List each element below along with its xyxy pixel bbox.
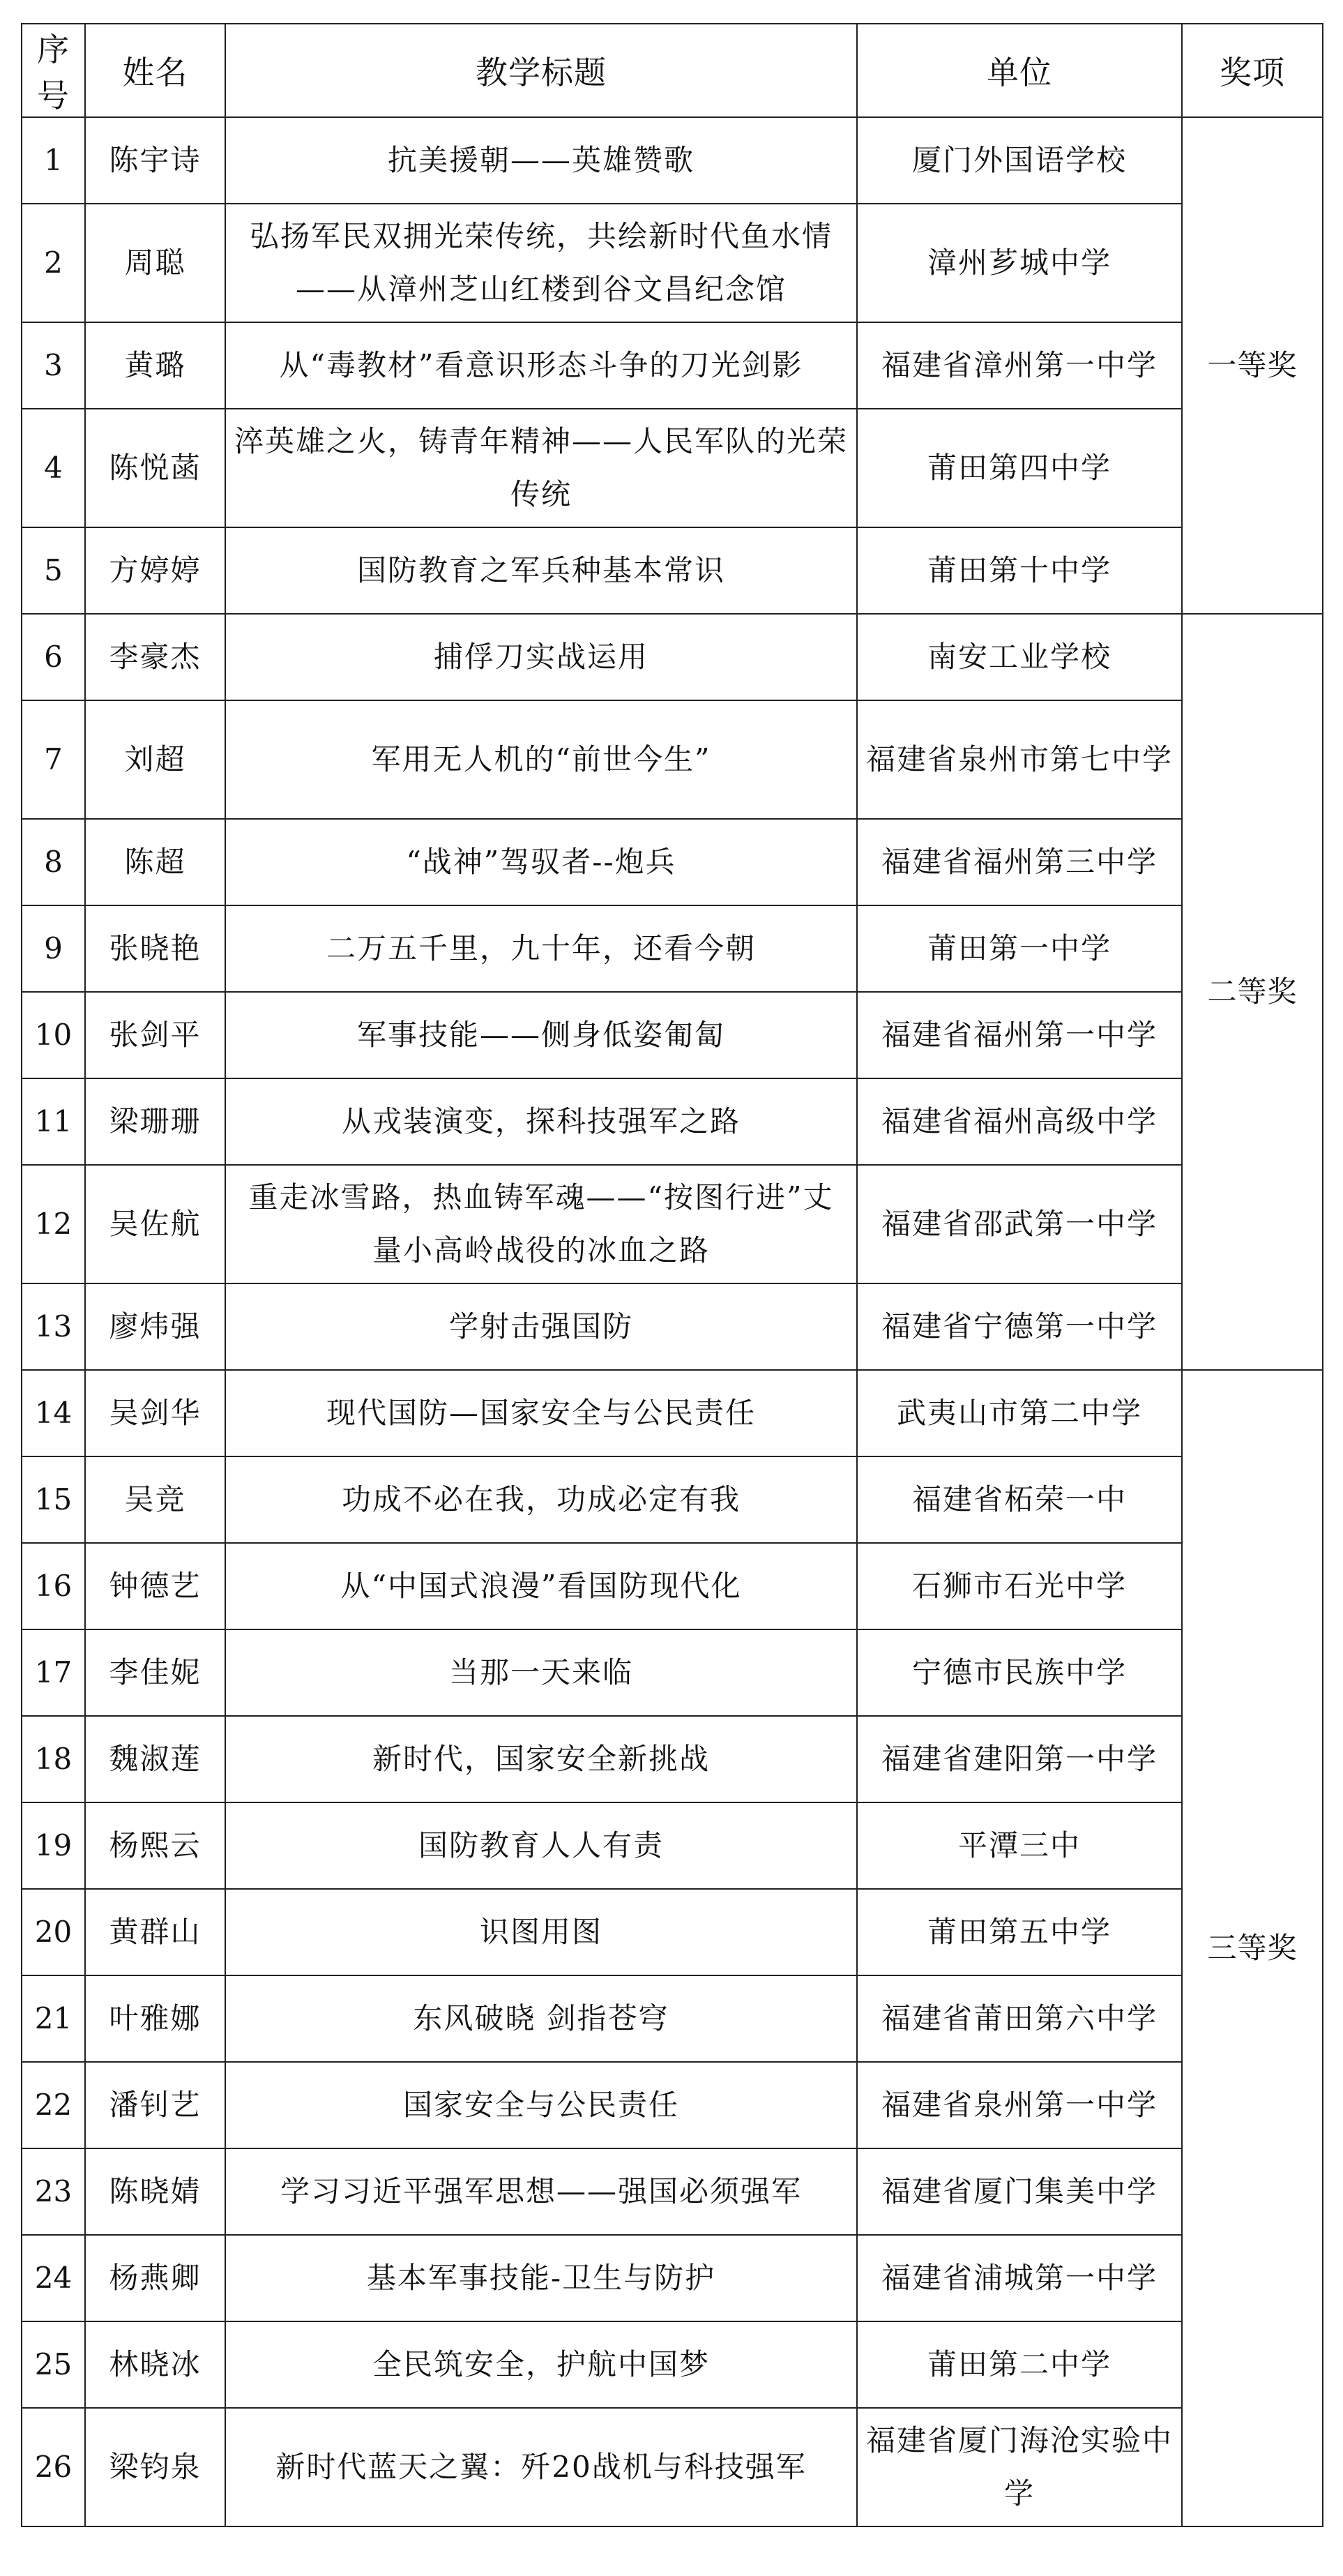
cell-unit: 福建省泉州第一中学 bbox=[857, 2062, 1182, 2148]
cell-name: 杨熙云 bbox=[85, 1802, 225, 1889]
cell-title: 抗美援朝——英雄赞歌 bbox=[225, 117, 857, 204]
header-award: 奖项 bbox=[1182, 24, 1323, 117]
cell-title: 国防教育人人有责 bbox=[225, 1802, 857, 1889]
cell-unit: 平潭三中 bbox=[857, 1802, 1182, 1889]
cell-no: 2 bbox=[22, 204, 85, 322]
cell-no: 22 bbox=[22, 2062, 85, 2148]
cell-unit: 福建省福州高级中学 bbox=[857, 1078, 1182, 1165]
cell-no: 18 bbox=[22, 1716, 85, 1802]
cell-no: 7 bbox=[22, 700, 85, 819]
table-row bbox=[22, 1283, 1323, 1370]
cell-no: 4 bbox=[22, 409, 85, 527]
cell-unit: 莆田第四中学 bbox=[857, 409, 1182, 527]
table-row bbox=[22, 2408, 1323, 2526]
header-name: 姓名 bbox=[85, 24, 225, 117]
cell-name: 张剑平 bbox=[85, 992, 225, 1078]
cell-title: 从“中国式浪漫”看国防现代化 bbox=[225, 1543, 857, 1629]
table-row bbox=[22, 2148, 1323, 2235]
cell-unit: 莆田第二中学 bbox=[857, 2321, 1182, 2408]
cell-unit: 武夷山市第二中学 bbox=[857, 1370, 1182, 1456]
cell-name: 梁钧泉 bbox=[85, 2408, 225, 2526]
cell-no: 15 bbox=[22, 1456, 85, 1543]
table-row bbox=[22, 819, 1323, 905]
cell-name: 黄璐 bbox=[85, 322, 225, 409]
cell-title: 学习习近平强军思想——强国必须强军 bbox=[225, 2148, 857, 2235]
table-body bbox=[22, 117, 1323, 2526]
table-row bbox=[22, 2321, 1323, 2408]
cell-unit: 福建省浦城第一中学 bbox=[857, 2235, 1182, 2321]
header-unit: 单位 bbox=[857, 24, 1182, 117]
cell-name: 李佳妮 bbox=[85, 1629, 225, 1716]
table-row bbox=[22, 409, 1323, 527]
table-row bbox=[22, 2062, 1323, 2148]
cell-name: 林晓冰 bbox=[85, 2321, 225, 2408]
cell-name: 刘超 bbox=[85, 700, 225, 819]
cell-no: 13 bbox=[22, 1283, 85, 1370]
cell-name: 吴剑华 bbox=[85, 1370, 225, 1456]
table-row bbox=[22, 1802, 1323, 1889]
cell-name: 陈晓婧 bbox=[85, 2148, 225, 2235]
cell-award: 二等奖 bbox=[1182, 614, 1323, 1370]
cell-no: 10 bbox=[22, 992, 85, 1078]
table-row bbox=[22, 1370, 1323, 1456]
cell-no: 5 bbox=[22, 527, 85, 614]
cell-title: 军用无人机的“前世今生” bbox=[225, 700, 857, 819]
cell-title: 当那一天来临 bbox=[225, 1629, 857, 1716]
table-row bbox=[22, 992, 1323, 1078]
cell-name: 叶雅娜 bbox=[85, 1975, 225, 2062]
cell-no: 1 bbox=[22, 117, 85, 204]
cell-award: 一等奖 bbox=[1182, 117, 1323, 614]
cell-name: 钟德艺 bbox=[85, 1543, 225, 1629]
cell-no: 11 bbox=[22, 1078, 85, 1165]
cell-title: 重走冰雪路，热血铸军魂——“按图行进”丈量小高岭战役的冰血之路 bbox=[225, 1165, 857, 1283]
award-table bbox=[21, 23, 1323, 2527]
cell-name: 吴佐航 bbox=[85, 1165, 225, 1283]
cell-name: 潘钊艺 bbox=[85, 2062, 225, 2148]
cell-name: 黄群山 bbox=[85, 1889, 225, 1975]
cell-no: 14 bbox=[22, 1370, 85, 1456]
cell-no: 20 bbox=[22, 1889, 85, 1975]
cell-title: 学射击强国防 bbox=[225, 1283, 857, 1370]
table-row bbox=[22, 614, 1323, 700]
table-row bbox=[22, 1165, 1323, 1283]
cell-name: 李豪杰 bbox=[85, 614, 225, 700]
cell-title: 国家安全与公民责任 bbox=[225, 2062, 857, 2148]
cell-no: 26 bbox=[22, 2408, 85, 2526]
table-row bbox=[22, 1975, 1323, 2062]
cell-title: 二万五千里，九十年，还看今朝 bbox=[225, 905, 857, 992]
cell-title: 全民筑安全，护航中国梦 bbox=[225, 2321, 857, 2408]
cell-name: 陈超 bbox=[85, 819, 225, 905]
header-title: 教学标题 bbox=[225, 24, 857, 117]
cell-unit: 漳州芗城中学 bbox=[857, 204, 1182, 322]
cell-unit: 福建省福州第一中学 bbox=[857, 992, 1182, 1078]
cell-title: 现代国防—国家安全与公民责任 bbox=[225, 1370, 857, 1456]
cell-unit: 福建省邵武第一中学 bbox=[857, 1165, 1182, 1283]
cell-name: 杨燕卿 bbox=[85, 2235, 225, 2321]
cell-title: “战神”驾驭者--炮兵 bbox=[225, 819, 857, 905]
table-row bbox=[22, 322, 1323, 409]
cell-unit: 福建省建阳第一中学 bbox=[857, 1716, 1182, 1802]
table-row bbox=[22, 527, 1323, 614]
cell-no: 8 bbox=[22, 819, 85, 905]
cell-name: 吴竞 bbox=[85, 1456, 225, 1543]
cell-unit: 福建省宁德第一中学 bbox=[857, 1283, 1182, 1370]
table-row bbox=[22, 1456, 1323, 1543]
cell-name: 方婷婷 bbox=[85, 527, 225, 614]
cell-unit: 福建省厦门集美中学 bbox=[857, 2148, 1182, 2235]
cell-unit: 南安工业学校 bbox=[857, 614, 1182, 700]
cell-no: 23 bbox=[22, 2148, 85, 2235]
table-row bbox=[22, 905, 1323, 992]
header-no: 序号 bbox=[22, 24, 85, 117]
cell-award: 三等奖 bbox=[1182, 1370, 1323, 2526]
table-row bbox=[22, 2235, 1323, 2321]
cell-no: 17 bbox=[22, 1629, 85, 1716]
cell-no: 9 bbox=[22, 905, 85, 992]
cell-no: 6 bbox=[22, 614, 85, 700]
cell-unit: 福建省泉州市第七中学 bbox=[857, 700, 1182, 819]
table-row bbox=[22, 1629, 1323, 1716]
cell-title: 东风破晓 剑指苍穹 bbox=[225, 1975, 857, 2062]
cell-title: 捕俘刀实战运用 bbox=[225, 614, 857, 700]
cell-title: 新时代蓝天之翼：歼20战机与科技强军 bbox=[225, 2408, 857, 2526]
cell-title: 识图用图 bbox=[225, 1889, 857, 1975]
cell-name: 张晓艳 bbox=[85, 905, 225, 992]
cell-title: 从“毒教材”看意识形态斗争的刀光剑影 bbox=[225, 322, 857, 409]
cell-unit: 福建省厦门海沧实验中学 bbox=[857, 2408, 1182, 2526]
cell-name: 魏淑莲 bbox=[85, 1716, 225, 1802]
table-row bbox=[22, 700, 1323, 819]
cell-unit: 福建省福州第三中学 bbox=[857, 819, 1182, 905]
table-row bbox=[22, 204, 1323, 322]
cell-no: 25 bbox=[22, 2321, 85, 2408]
table-row bbox=[22, 1889, 1323, 1975]
table-row bbox=[22, 117, 1323, 204]
cell-name: 陈悦菡 bbox=[85, 409, 225, 527]
cell-title: 国防教育之军兵种基本常识 bbox=[225, 527, 857, 614]
table-row bbox=[22, 1716, 1323, 1802]
cell-unit: 福建省漳州第一中学 bbox=[857, 322, 1182, 409]
cell-unit: 福建省莆田第六中学 bbox=[857, 1975, 1182, 2062]
cell-title: 基本军事技能-卫生与防护 bbox=[225, 2235, 857, 2321]
cell-unit: 石狮市石光中学 bbox=[857, 1543, 1182, 1629]
cell-title: 功成不必在我，功成必定有我 bbox=[225, 1456, 857, 1543]
cell-unit: 莆田第一中学 bbox=[857, 905, 1182, 992]
cell-unit: 莆田第五中学 bbox=[857, 1889, 1182, 1975]
cell-no: 24 bbox=[22, 2235, 85, 2321]
cell-no: 19 bbox=[22, 1802, 85, 1889]
cell-no: 21 bbox=[22, 1975, 85, 2062]
cell-name: 廖炜强 bbox=[85, 1283, 225, 1370]
cell-title: 弘扬军民双拥光荣传统，共绘新时代鱼水情——从漳州芝山红楼到谷文昌纪念馆 bbox=[225, 204, 857, 322]
cell-name: 周聪 bbox=[85, 204, 225, 322]
cell-name: 陈宇诗 bbox=[85, 117, 225, 204]
cell-unit: 莆田第十中学 bbox=[857, 527, 1182, 614]
table-row bbox=[22, 1543, 1323, 1629]
cell-title: 新时代，国家安全新挑战 bbox=[225, 1716, 857, 1802]
cell-title: 淬英雄之火，铸青年精神——人民军队的光荣传统 bbox=[225, 409, 857, 527]
cell-no: 16 bbox=[22, 1543, 85, 1629]
cell-no: 12 bbox=[22, 1165, 85, 1283]
cell-unit: 厦门外国语学校 bbox=[857, 117, 1182, 204]
header-row bbox=[22, 24, 1323, 117]
cell-title: 从戎装演变，探科技强军之路 bbox=[225, 1078, 857, 1165]
cell-title: 军事技能——侧身低姿匍匐 bbox=[225, 992, 857, 1078]
cell-unit: 宁德市民族中学 bbox=[857, 1629, 1182, 1716]
cell-name: 梁珊珊 bbox=[85, 1078, 225, 1165]
cell-unit: 福建省柘荣一中 bbox=[857, 1456, 1182, 1543]
cell-no: 3 bbox=[22, 322, 85, 409]
table-row bbox=[22, 1078, 1323, 1165]
